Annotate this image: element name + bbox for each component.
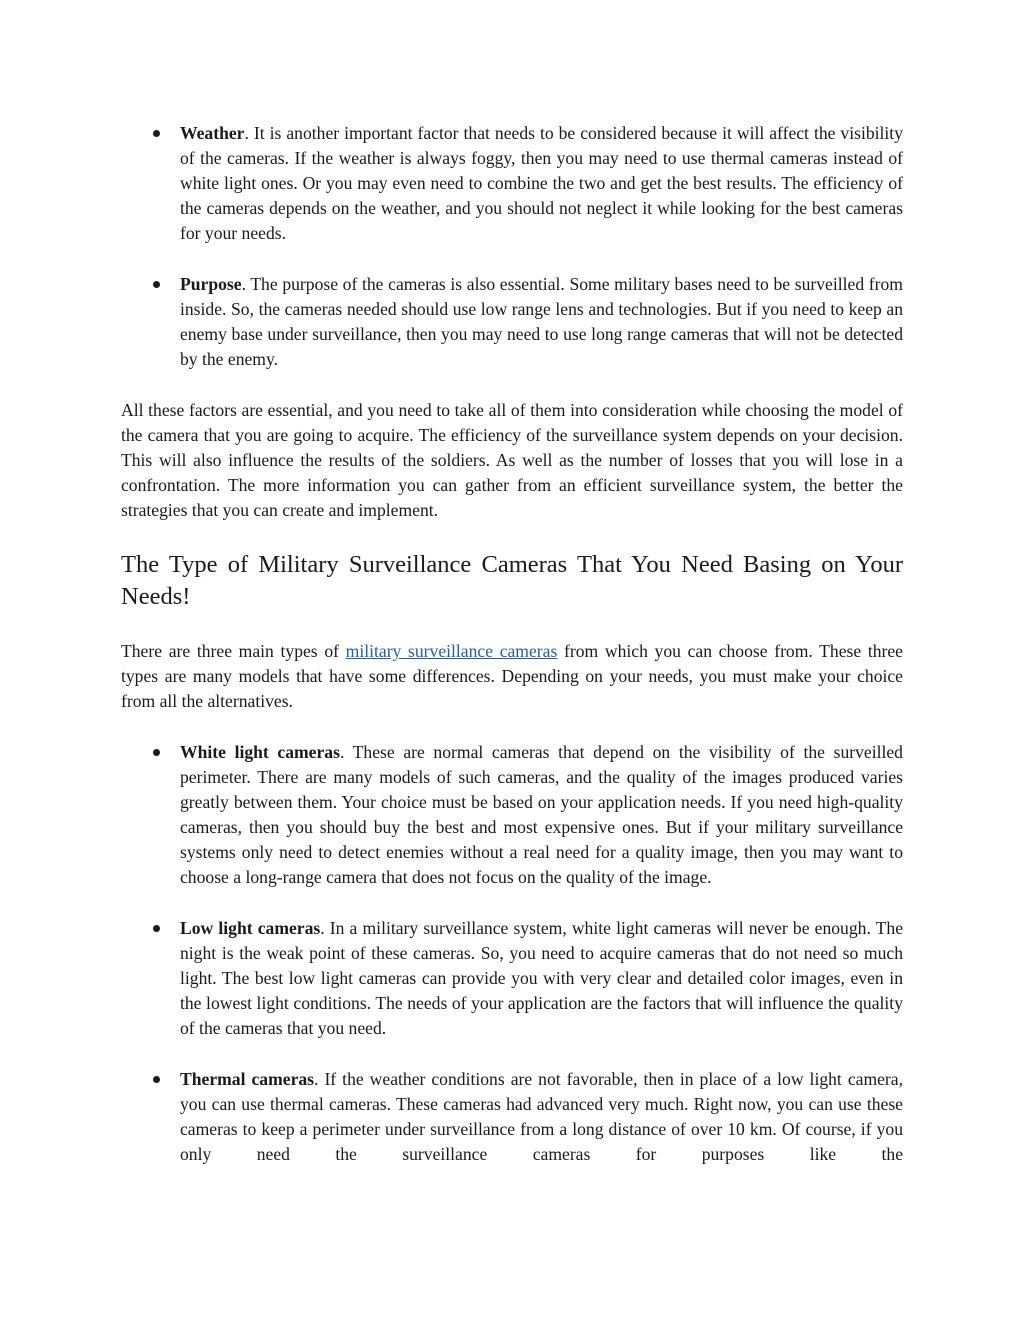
- list-item-term: Weather: [180, 123, 245, 143]
- list-spacer: [121, 246, 903, 272]
- list-item-term: Purpose: [180, 274, 242, 294]
- list-spacer: [121, 1041, 903, 1067]
- camera-types-list: [121, 740, 903, 1167]
- list-item-text: . If the weather conditions are not favorable, then in place of a low light camera, you can use thermal cameras. These cameras had advanced very much. Right now, you can use these cameras to keep a perimeter under surveillance from a long distance of over 10 km. Of course, if you only need the surveillance cameras for purposes like the: [180, 1069, 904, 1164]
- list-item-text: . These are normal cameras that depend on the visibility of the surveilled perimeter. There are many models of such cameras, and the quality of the images produced varies greatly between them. Your choice must be based on your application needs. If you need high-quality cameras, then you should buy the best and most expensive ones. But if your military surveillance systems only need to detect enemies without a real need for a quality image, then you may want to choose a long-range camera that does not focus on the quality of the image.: [180, 742, 903, 887]
- list-item-thermal: [121, 1067, 903, 1167]
- list-item-term: White light cameras: [180, 742, 340, 762]
- bullet-icon: [153, 281, 160, 288]
- bullet-icon: [153, 130, 160, 137]
- section-heading: The Type of Military Surveillance Cameras That You Need Basing on Your Needs!: [121, 551, 903, 610]
- intro-text-before-link: There are three main types of: [121, 641, 346, 661]
- list-item-purpose: [121, 272, 903, 372]
- heading-spacer: [121, 523, 903, 549]
- document-page: [121, 121, 903, 1167]
- list-item-low-light: [121, 916, 903, 1041]
- bullet-icon: [153, 925, 160, 932]
- list-item-text: . The purpose of the cameras is also essential. Some military bases need to be surveilled from inside. So, the cameras needed should use low range lens and technologies. But if you need to keep an enemy base under surveillance, then you may need to use long range cameras that will not be detected by the enemy.: [180, 274, 903, 369]
- list-item-text: . It is another important factor that needs to be considered because it will affect the visibility of the cameras. If the weather is always foggy, then you may need to use thermal cameras instead of white light ones. Or you may even need to combine the two and get the best results. The efficiency of the cameras depends on the weather, and you should not neglect it while looking for the best cameras for your needs.: [180, 123, 903, 243]
- list-item-term: Low light cameras: [180, 918, 321, 938]
- bullet-icon: [153, 749, 160, 756]
- bullet-icon: [153, 1076, 160, 1083]
- intro-paragraph: [121, 639, 903, 714]
- intro-text-after-link: from which you can choose from. These three types are many models that have some differences. Depending on your needs, you must make your choice from all the alternatives.: [121, 641, 903, 711]
- list-item-text: . In a military surveillance system, white light cameras will never be enough. The night is the weak point of these cameras. So, you need to acquire cameras that do not need so much light. The best low light cameras can provide you with very clear and detailed color images, even in the lowest light conditions. The needs of your application are the factors that will influence the quality of the cameras that you need.: [180, 918, 903, 1038]
- list-spacer: [121, 890, 903, 916]
- list-item-white-light: [121, 740, 903, 890]
- list-item-term: Thermal cameras: [180, 1069, 315, 1089]
- list-item-weather: [121, 121, 903, 246]
- paragraph-spacer: [121, 714, 903, 740]
- summary-paragraph: All these factors are essential, and you need to take all of them into consideration while choosing the model of the camera that you are going to acquire. The efficiency of the surveillance system depends on your decision. This will also influence the results of the soldiers. As well as the number of losses that you will lose in a confrontation. The more information you can gather from an efficient surveillance system, the better the strategies that you can create and implement.: [121, 400, 903, 520]
- factors-list: [121, 121, 903, 372]
- military-surveillance-cameras-link[interactable]: military surveillance cameras: [345, 641, 558, 661]
- paragraph-spacer: [121, 372, 903, 398]
- heading-spacer: [121, 613, 903, 639]
